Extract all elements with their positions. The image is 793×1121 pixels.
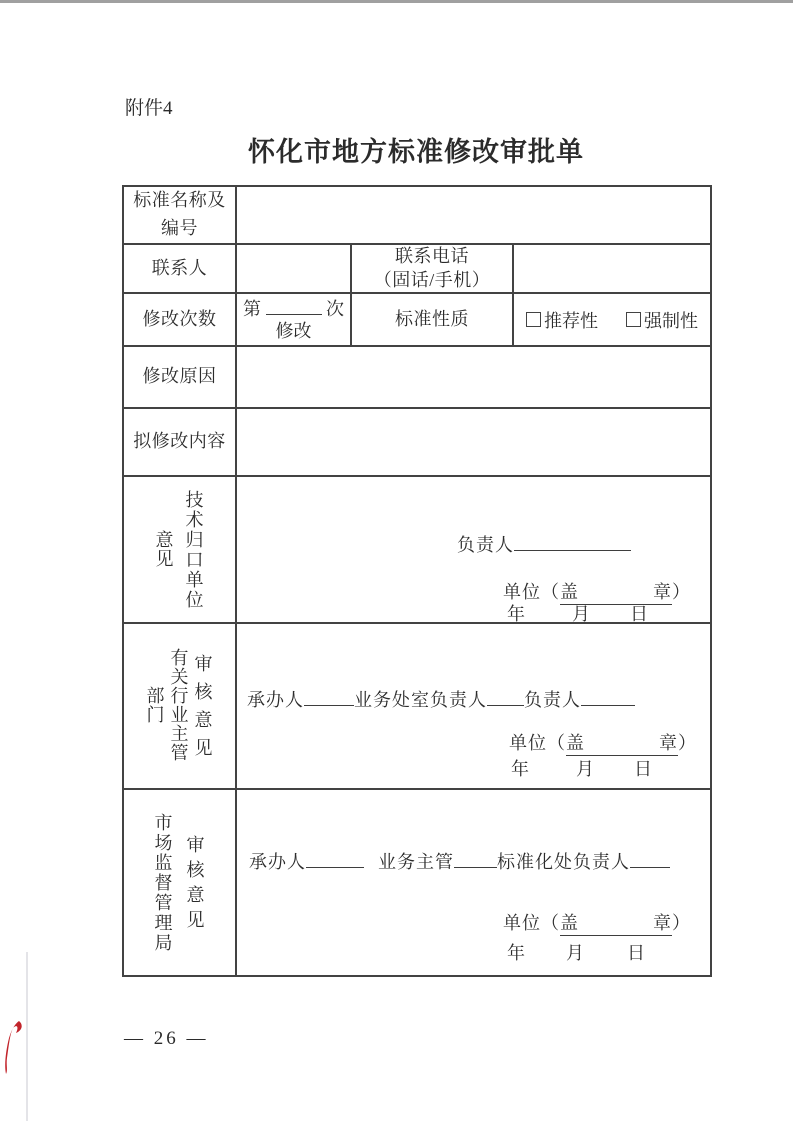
contact-person-value-cell [236, 244, 351, 293]
checkbox-mandatory-icon [626, 312, 641, 327]
date-line: 年 月 日 [507, 604, 649, 624]
option-mandatory-label: 强制性 [644, 310, 699, 331]
row-proposed-content [123, 408, 711, 476]
market-sign-line: 承办人 业务主管 标准化处负责人 [249, 848, 670, 874]
scan-top-edge-line [0, 0, 793, 3]
times-blank-line [266, 296, 322, 314]
row-contact [123, 244, 711, 293]
option-recommended-label: 推荐性 [544, 310, 599, 331]
checkbox-recommended-icon [526, 312, 541, 327]
page-number: — 26 — [124, 1028, 209, 1049]
industry-review-content-cell [236, 623, 711, 789]
industry-opinion-text: 审核意见 [194, 654, 213, 758]
industry-review-label [123, 623, 236, 789]
tech-unit-opinion-label [123, 476, 236, 623]
date-line: 年 月 日 [507, 943, 646, 963]
proposed-content-value-cell [236, 408, 711, 476]
blank-line [581, 688, 635, 706]
industry-org-line2: 部门 [146, 686, 165, 725]
standard-name-label: 标准名称及 编号 [123, 186, 236, 244]
blank-line [304, 688, 354, 706]
approval-form-table [122, 185, 712, 977]
blank-line [454, 850, 497, 868]
modification-times-value-cell [236, 293, 351, 346]
standard-name-value-cell [236, 186, 711, 244]
option-recommended [526, 307, 598, 333]
unit-seal-line: 单位（盖 章） [509, 729, 697, 756]
red-ink-artifact [5, 1020, 27, 1082]
industry-org-line1: 有关行业主管 [170, 648, 189, 763]
modification-reason-value-cell [236, 346, 711, 408]
row-reason [123, 346, 711, 408]
market-review-content-cell [236, 789, 711, 976]
blank-line [630, 850, 670, 868]
tech-opinion-content-cell [236, 476, 711, 623]
modification-times-label: 修改次数 [123, 293, 236, 346]
row-tech-opinion [123, 476, 711, 623]
tech-org-text: 技术归口单位 [185, 489, 204, 610]
attachment-label: 附件4 [125, 98, 173, 119]
proposed-content-label: 拟修改内容 [123, 408, 236, 476]
tech-opinion-text: 意见 [155, 529, 174, 569]
standard-nature-options-cell [513, 293, 711, 346]
market-review-label [123, 789, 236, 976]
contact-phone-value-cell [513, 244, 711, 293]
contact-phone-label: 联系电话 （固话/手机） [351, 244, 513, 293]
market-opinion-text: 审核意见 [186, 834, 205, 930]
row-market-review [123, 789, 711, 976]
blank-line [514, 533, 631, 551]
modification-reason-label: 修改原因 [123, 346, 236, 408]
option-mandatory [626, 307, 698, 333]
times-line2: 修改 [275, 321, 312, 342]
page-title: 怀化市地方标准修改审批单 [248, 137, 584, 167]
row-standard-name [123, 186, 711, 244]
unit-seal-line: 单位（盖 章） [503, 909, 691, 936]
blank-line [487, 688, 524, 706]
industry-sign-line: 承办人 业务处室负责人 负责人 [247, 686, 635, 712]
unit-seal-line: 单位（盖 章） [503, 578, 691, 605]
row-industry-review [123, 623, 711, 789]
date-line: 年 月 日 [511, 759, 653, 779]
contact-person-label: 联系人 [123, 244, 236, 293]
times-suffix: 次 [326, 298, 344, 319]
row-times-nature [123, 293, 711, 346]
responsible-person-label: 负责人 [457, 535, 514, 555]
standard-nature-label: 标准性质 [351, 293, 513, 346]
blank-line [306, 850, 364, 868]
market-org-text: 市场监督管理局 [154, 812, 173, 953]
times-prefix: 第 [243, 298, 261, 319]
